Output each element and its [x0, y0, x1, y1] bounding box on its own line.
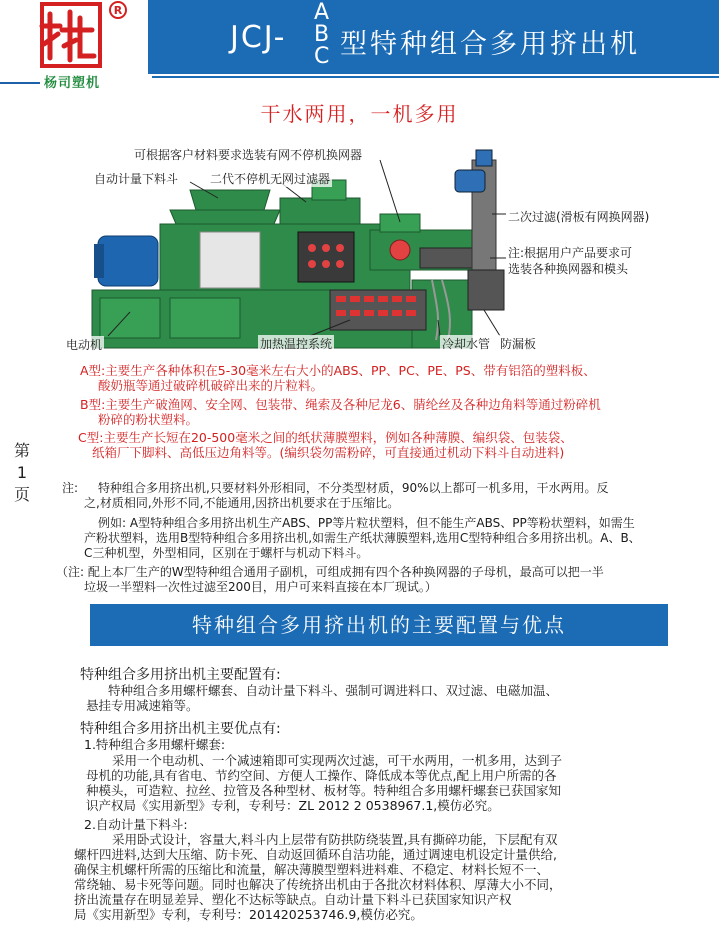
- notes-label: 注:: [62, 481, 79, 495]
- header-rule: [0, 82, 40, 84]
- notes-p2-line1: 例如: A型特种组合多用挤出机生产ABS、PP等片粒状塑料，但不能生产ABS、PP等粉状塑料，如需生: [98, 516, 635, 530]
- type-b-line1: B型:主要生产破渔网、安全网、包装带、绳索及各种尼龙6、腈纶丝及各种边角料等通过粉碎机: [80, 397, 601, 412]
- notes-p2-line3: C三种机型，外型相同，区别在于螺杆与机动下料斗。: [84, 546, 369, 560]
- page-number-prefix: 第: [13, 441, 30, 460]
- page-title: 型特种组合多用挤出机: [340, 29, 640, 60]
- title-letter-a: A: [314, 0, 330, 25]
- config-line1: 特种组合多用螺杆螺套、自动计量下料斗、强制可调进料口、双过滤、电磁加温、: [108, 683, 559, 698]
- advantage-2-line4: 常绕轴、易卡死等问题。同时也解决了传统挤出机由于各批次材料体积、厚薄大小不同，: [74, 877, 562, 892]
- title-prefix: JCJ-: [230, 20, 287, 55]
- type-c-line2: 纸箱厂下脚料、高低压边角料等。(编织袋勿需粉碎，可直接通过机动下料斗自动进料): [92, 445, 565, 460]
- title-letter-c: C: [314, 44, 330, 69]
- type-b-line2: 粉碎的粉状塑料。: [98, 412, 199, 427]
- advantage-1-line4: 识产权局《实用新型》专利，专利号：ZL 2012 2 0538967.1,模仿必究。: [86, 798, 500, 813]
- label-note-line2: 选装各种换网器和模头: [508, 262, 629, 276]
- title-model-letters: [314, 2, 329, 68]
- title-bar: [148, 0, 719, 74]
- label-leak-board: 防漏板: [500, 337, 537, 351]
- advantage-2-title: 2.自动计量下料斗:: [84, 817, 188, 832]
- label-secondary-filter: 二次过滤(滑板有网换网器): [508, 210, 650, 224]
- advantage-2-line3: 确保主机螺杆所需的压缩比和流量，解决薄膜型塑料进料难、不稳定、材料长短不一、: [74, 862, 550, 877]
- notes-p1-line2: 之,材质相同,外形不同,不能通用,因挤出机要求在于压缩比。: [84, 496, 400, 510]
- label-net-changer-option: 可根据客户材料要求选装有网不停机换网器: [134, 148, 363, 162]
- advantage-1-line1: 采用一个电动机、一个减速箱即可实现两次过滤，可干水两用，一机多用，达到子: [112, 753, 563, 768]
- title-underline: [152, 76, 719, 78]
- page-number-suffix: 页: [13, 485, 30, 504]
- type-c-line1: C型:主要生产长短在20-500毫米之间的纸状薄膜塑料，例如各种薄膜、编织袋、包装袋、: [78, 430, 573, 445]
- notes-p1-line1: 特种组合多用挤出机,只要材料外形相同，不分类型材质，90%以上都可一机多用，干水两用。反: [98, 481, 609, 495]
- advantage-1-line2: 母机的功能,具有省电、节约空间、方便人工操作、降低成本等优点,配上用户所需的各: [86, 768, 557, 783]
- type-a-line2: 酸奶瓶等通过破碎机破碎出来的片粒料。: [98, 378, 324, 393]
- advantage-2-line6: 局《实用新型》专利，专利号：201420253746.9,模仿必究。: [74, 907, 423, 922]
- page-number: [12, 440, 32, 506]
- notes-p3-line1: （注: 配上本厂生产的W型特种组合通用子副机，可组成拥有四个各种换网器的子母机，最高可以把一半: [56, 565, 604, 579]
- label-motor: 电动机: [66, 338, 103, 352]
- advantages-heading: 特种组合多用挤出机主要优点有:: [80, 721, 281, 737]
- label-second-gen-filter: 二代不停机无网过滤器: [210, 172, 331, 186]
- advantage-2-line1: 采用卧式设计，容量大,料斗内上层带有防拱防绕装置,具有撕碎功能，下层配有双: [112, 832, 558, 847]
- config-heading: 特种组合多用挤出机主要配置有:: [80, 667, 281, 683]
- advantage-1-title: 1.特种组合多用螺杆螺套:: [84, 737, 226, 752]
- label-cooling-pipe: 冷却水管: [442, 337, 491, 351]
- notes-p3-line2: 垃圾一半塑料一次性过滤至200目，用户可来料直接在本厂现试。）: [84, 580, 437, 594]
- page-number-value: 1: [16, 463, 28, 482]
- svg-text:R: R: [113, 4, 123, 17]
- label-note-line1: 注:根据用户产品要求可: [508, 246, 633, 260]
- type-a-line1: A型:主要生产各种体积在5-30毫米左右大小的ABS、PP、PC、PE、PS、带有铝箔的塑料板、: [80, 363, 596, 378]
- slogan: 干水两用，一机多用: [260, 102, 459, 126]
- section-title: 特种组合多用挤出机的主要配置与优点: [90, 604, 668, 646]
- notes-p2-line2: 产粉状塑料，选用B型特种组合多用挤出机,如需生产纸状薄膜塑料,选用C型特种组合多用挤出机。A、B、: [84, 531, 641, 545]
- label-auto-feeder: 自动计量下料斗: [94, 172, 179, 186]
- advantage-1-line3: 种模头，可造粒、拉丝、拉管及各种型材、板材等。特种组合多用螺杆螺套已获国家知: [86, 783, 562, 798]
- advantage-2-line5: 挤出流量存在明显差异、塑化不达标等缺点。自动计量下料斗已获国家知识产权: [74, 892, 512, 907]
- label-heating-control: 加热温控系统: [260, 337, 333, 351]
- title-letter-b: B: [314, 22, 330, 47]
- logo-text: 杨司塑机: [44, 76, 101, 91]
- advantage-2-line2: 螺杆四进料,达到大压缩、防卡死、自动返回循环自洁功能，通过调速电机设定计量供给,: [74, 847, 557, 862]
- config-line2: 悬挂专用减速箱等。: [86, 698, 199, 713]
